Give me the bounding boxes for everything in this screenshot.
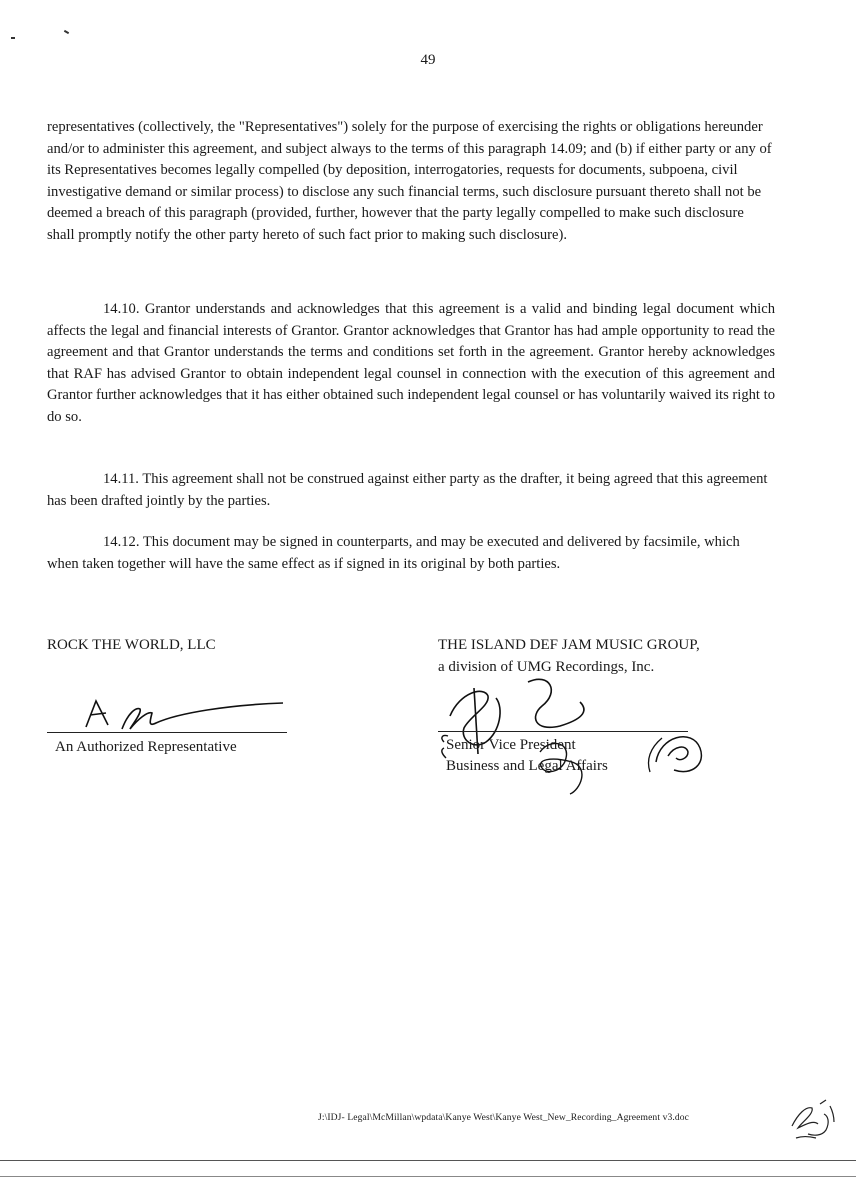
right-party-division: a division of UMG Recordings, Inc. <box>438 659 655 675</box>
scan-speck <box>11 37 15 39</box>
right-signature-line <box>438 731 688 732</box>
left-signatory-caption: An Authorized Representative <box>55 739 237 755</box>
page-number: 49 <box>420 52 436 68</box>
initials-mark <box>784 1086 844 1146</box>
right-party-name: THE ISLAND DEF JAM MUSIC GROUP, <box>438 637 700 653</box>
paragraph-14-10-text: 14.10. Grantor understands and acknowledges that this agreement is a valid and binding legal document which affects the legal and financial interests of Grantor. Grantor acknowledges that Grantor has had ample opportunity to read the agreement and that Grantor understands the terms and conditions set forth in the agreement. Grantor hereby acknowledges that RAF has advised Grantor to obtain independent legal counsel in connection with the execution of this agreement and Grantor further acknowledges that it has either obtained such independent legal counsel or has voluntarily waived its right to do so. <box>47 301 775 425</box>
footer-rule <box>0 1176 856 1177</box>
scan-speck <box>64 30 69 34</box>
paragraph-14-11 <box>47 469 775 512</box>
paragraph-14-12 <box>47 532 775 575</box>
left-signature-line <box>47 732 287 733</box>
footer-rule <box>0 1160 856 1161</box>
paragraph-14-12-text: 14.12. This document may be signed in counterparts, and may be executed and delivered by facsimile, which when taken together will have the same effect as if signed in its original by both parties. <box>47 534 740 572</box>
right-signatory-department: Business and Legal Affairs <box>446 758 608 774</box>
paragraph-continuation: representatives (collectively, the "Representatives") solely for the purpose of exercising the rights or obligations hereunder and/or to administer this agreement, and subject always to the terms of this paragraph 14.09; and (b) if either party or any of its Representatives becomes legally compelled (by deposition, interrogatories, requests for documents, subpoena, civil investigative demand or similar process) to disclose any such financial terms, such disclosure pursuant thereto shall not be deemed a breach of this paragraph (provided, further, however that the party legally compelled to make such disclosure shall promptly notify the other party hereto of such fact prior to making such disclosure). <box>47 119 772 243</box>
footer-file-path: J:\IDJ- Legal\McMillan\wpdata\Kanye West\Kanye West_New_Recording_Agreement v3.doc <box>318 1112 690 1123</box>
paragraph-14-10 <box>47 299 775 428</box>
left-handwritten-signature <box>78 693 288 735</box>
left-party-name: ROCK THE WORLD, LLC <box>47 637 216 653</box>
paragraph-14-11-text: 14.11. This agreement shall not be construed against either party as the drafter, it being agreed that this agreement has been drafted jointly by the parties. <box>47 471 768 509</box>
right-signatory-title: Senior Vice President <box>446 737 576 753</box>
